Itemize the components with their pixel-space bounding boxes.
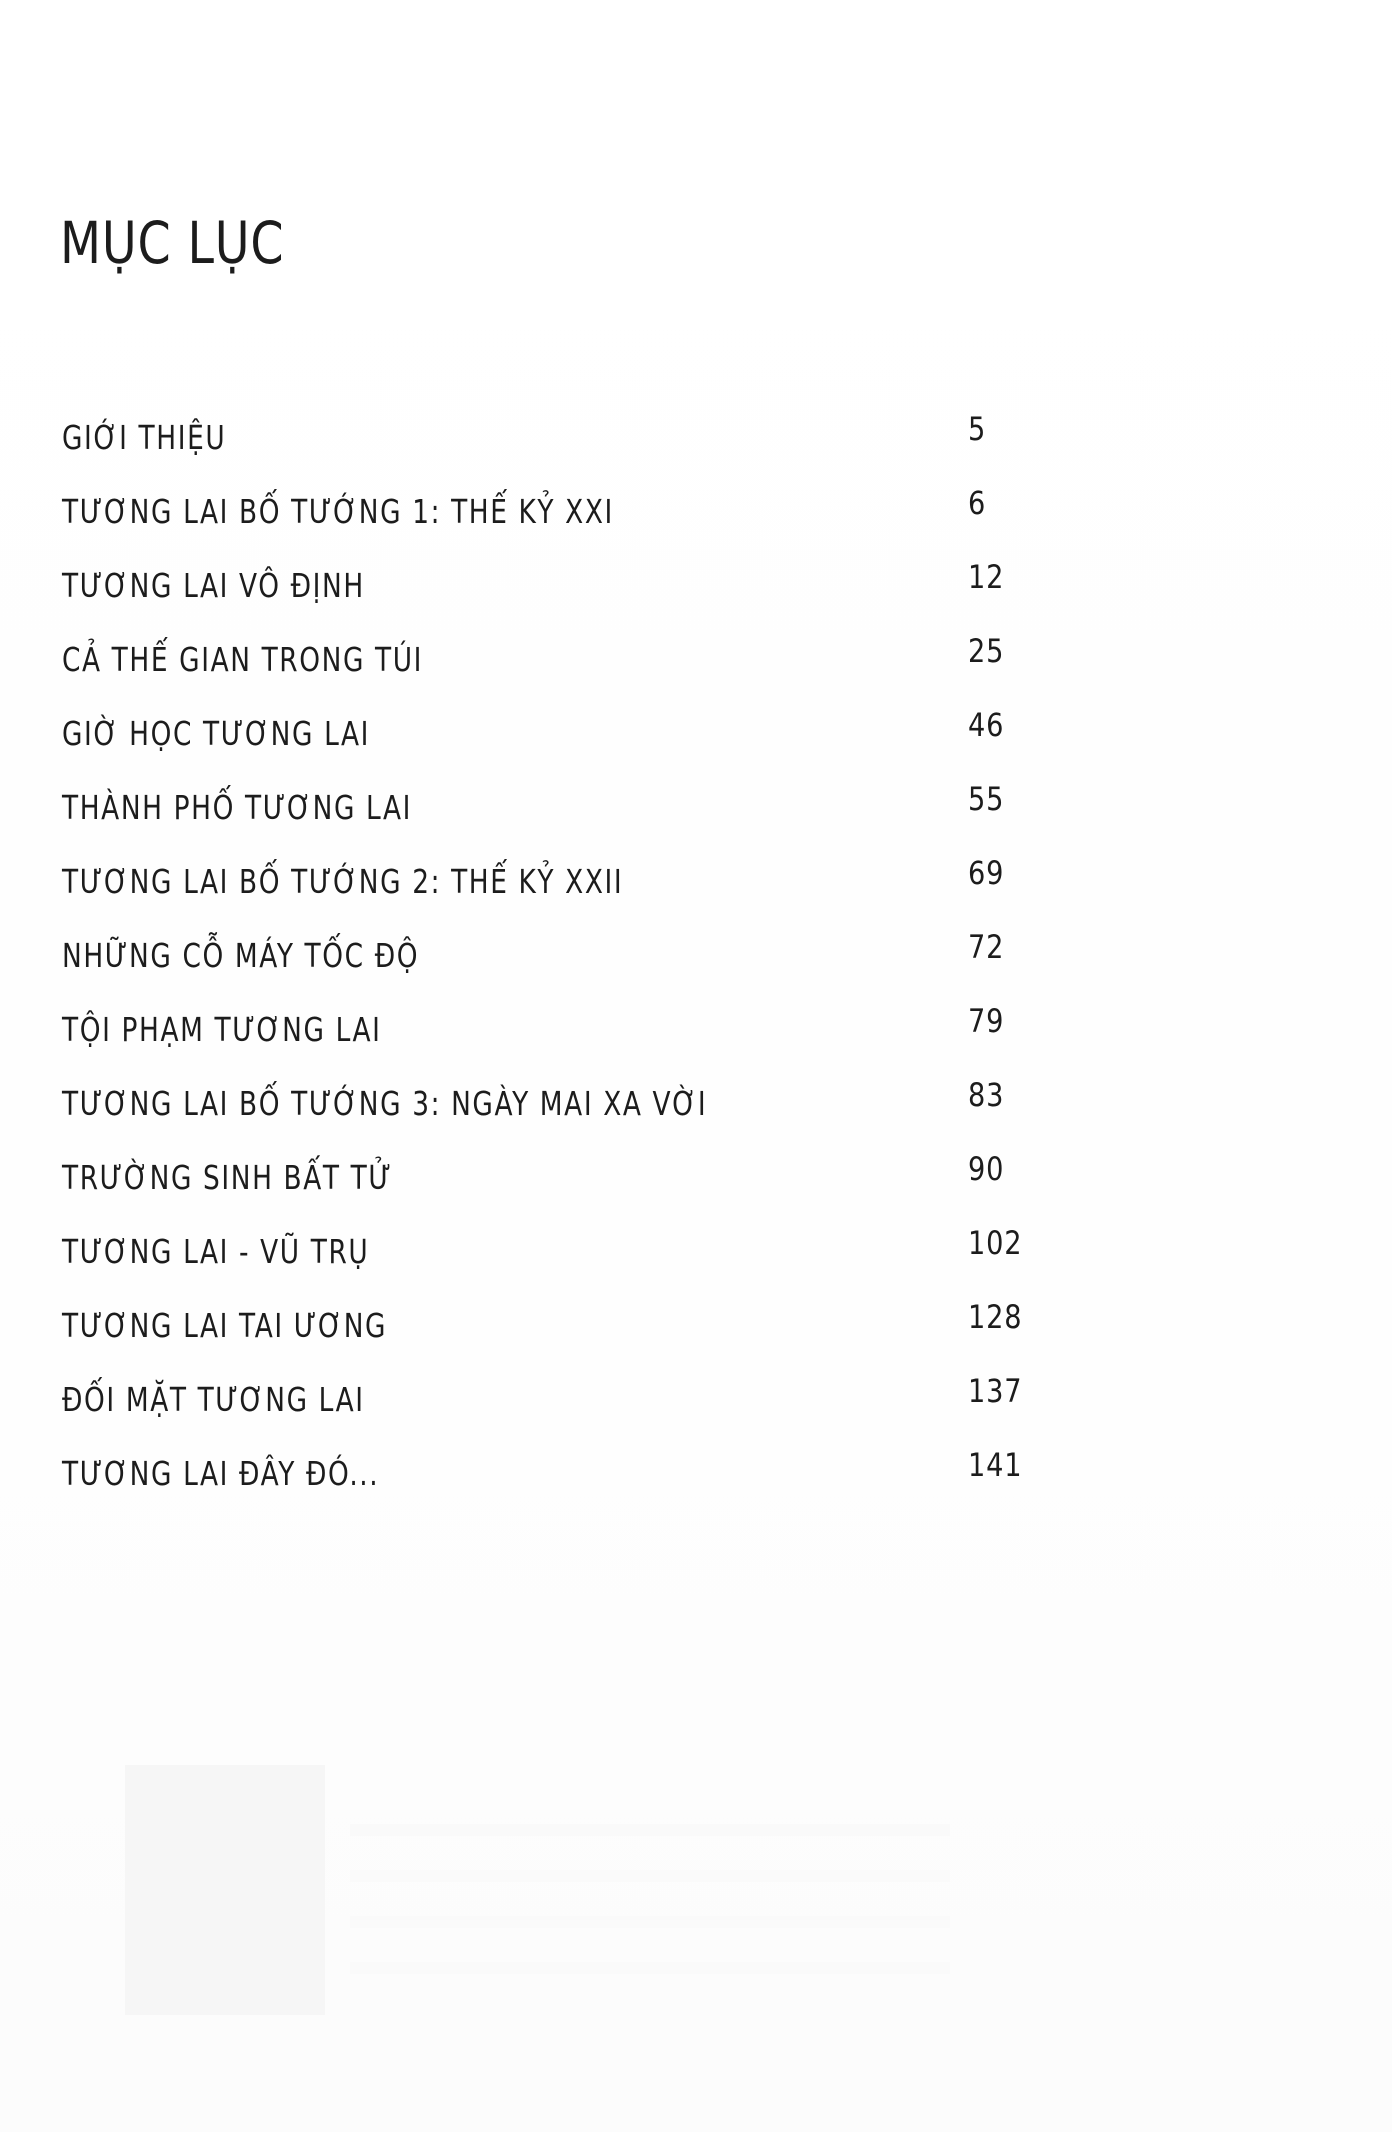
toc-entry-title: TƯƠNG LAI ĐÂY ĐÓ...	[62, 1454, 380, 1493]
toc-entry-page-number: 102	[968, 1224, 1023, 1262]
toc-entry-page-number: 5	[968, 410, 987, 448]
toc-entry	[62, 410, 1022, 484]
toc-entry-title: TƯƠNG LAI BỐ TƯỚNG 2: THẾ KỶ XXII	[62, 862, 624, 901]
toc-entry	[62, 558, 1022, 632]
toc-entry-page-number: 55	[968, 780, 1005, 818]
toc-entry	[62, 1002, 1022, 1076]
toc-entry	[62, 632, 1022, 706]
toc-entry-page-number: 25	[968, 632, 1005, 670]
toc-entry-title: NHỮNG CỖ MÁY TỐC ĐỘ	[62, 936, 420, 975]
toc-entry-title: TƯƠNG LAI BỐ TƯỚNG 1: THẾ KỶ XXI	[62, 492, 614, 531]
toc-entry	[62, 780, 1022, 854]
toc-entry-page-number: 83	[968, 1076, 1005, 1114]
toc-entry-title: TƯƠNG LAI TAI ƯƠNG	[62, 1306, 388, 1345]
toc-entry-title: ĐỐI MẶT TƯƠNG LAI	[62, 1380, 365, 1419]
toc-entry	[62, 1224, 1022, 1298]
toc-entry-page-number: 72	[968, 928, 1005, 966]
toc-entry	[62, 1298, 1022, 1372]
toc-entry-page-number: 128	[968, 1298, 1023, 1336]
toc-entry	[62, 1372, 1022, 1446]
toc-entry-page-number: 137	[968, 1372, 1023, 1410]
toc-entry-title: TƯƠNG LAI - VŨ TRỤ	[62, 1232, 370, 1271]
toc-entry	[62, 706, 1022, 780]
toc-entry	[62, 1076, 1022, 1150]
toc-entry-page-number: 69	[968, 854, 1005, 892]
toc-entry-page-number: 46	[968, 706, 1005, 744]
toc-entry-page-number: 6	[968, 484, 987, 522]
toc-entry-title: TỘI PHẠM TƯƠNG LAI	[62, 1010, 382, 1049]
toc-entry-page-number: 141	[968, 1446, 1023, 1484]
toc-entry-title: THÀNH PHỐ TƯƠNG LAI	[62, 788, 413, 827]
toc-entry-title: TƯƠNG LAI BỐ TƯỚNG 3: NGÀY MAI XA VỜI	[62, 1084, 708, 1123]
show-through-image	[125, 1765, 325, 2015]
toc-entry-page-number: 79	[968, 1002, 1005, 1040]
show-through-text	[350, 1790, 950, 1990]
toc-entry	[62, 1150, 1022, 1224]
toc-entry-title: GIỜ HỌC TƯƠNG LAI	[62, 714, 371, 753]
toc-entry-title: TRƯỜNG SINH BẤT TỬ	[62, 1158, 393, 1197]
toc-entry-page-number: 90	[968, 1150, 1005, 1188]
toc-entry	[62, 854, 1022, 928]
toc-entry-title: TƯƠNG LAI VÔ ĐỊNH	[62, 566, 365, 605]
toc-entry	[62, 1446, 1022, 1520]
page-title: MỤC LỤC	[60, 208, 285, 277]
toc-entry	[62, 928, 1022, 1002]
table-of-contents	[62, 410, 1022, 1520]
toc-entry-title: CẢ THẾ GIAN TRONG TÚI	[62, 640, 424, 679]
toc-entry-title: GIỚI THIỆU	[62, 418, 227, 457]
toc-entry	[62, 484, 1022, 558]
toc-entry-page-number: 12	[968, 558, 1005, 596]
